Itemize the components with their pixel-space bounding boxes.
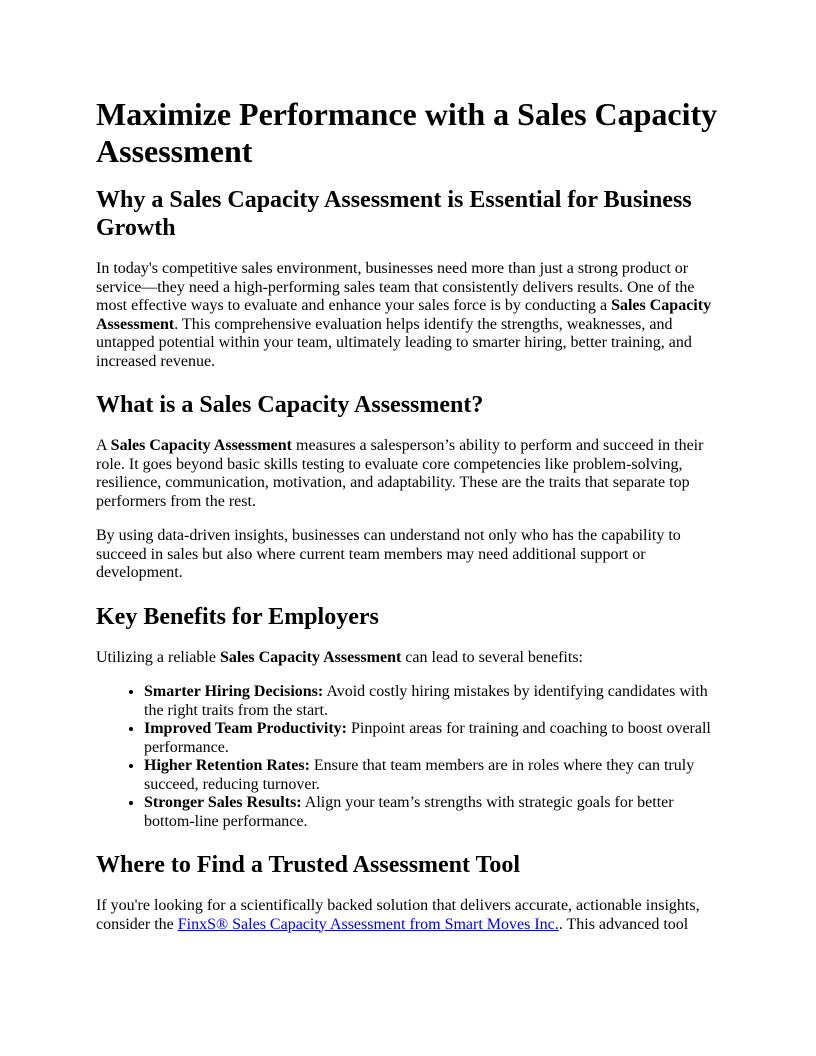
list-item [144,720,720,757]
bold-term: Sales Capacity Assessment [219,648,402,666]
document-page [96,96,720,950]
text: In today's competitive sales environment, businesses need more than just a strong product or service—they need a high-performing sales team that consistently delivers results. One of the most effective ways to evaluate and enhance your sales force is by conducting a [96,260,695,314]
text: can lead to several benefits: [401,648,583,666]
bullet-bold: Stronger Sales Results: [144,794,302,811]
paragraph-what-1 [96,437,720,511]
bullet-text: Pinpoint areas for training and coaching to boost overall performance. [144,720,711,756]
section-heading-benefits: Key Benefits for Employers [96,603,379,630]
section-heading-where: Where to Find a Trusted Assessment Tool [96,852,521,878]
finxs-assessment-link[interactable]: FinxS® Sales Capacity Assessment from Smart Moves Inc. [177,915,559,933]
list-item [144,794,720,831]
paragraph-benefits-intro [96,649,720,668]
paragraph-what-2: By using data-driven insights, businesses can understand not only who has the capability to succeed in sales but also where current team members may need additional support or development. [96,527,681,581]
section-heading-why: Why a Sales Capacity Assessment is Essential for Business Growth [96,187,692,241]
bold-term: Sales Capacity Assessment [96,297,712,333]
bullet-bold: Higher Retention Rates: [144,757,310,774]
text: . This advanced tool [558,915,689,933]
text: . This comprehensive evaluation helps identify the strengths, weaknesses, and untapped potential within your team, ultimately leading to smarter hiring, better training, and increased revenue. [96,315,692,370]
text: measures a salesperson’s ability to perform and succeed in their role. It goes beyond basic skills testing to evaluate core competencies like problem-solving, resilience, communication, motivation, and adaptability. These are the traits that separate top performers from the rest. [96,437,704,510]
section-heading-what: What is a Sales Capacity Assessment? [96,392,484,418]
bullet-bold: Improved Team Productivity: [144,720,347,737]
text: A [96,437,111,454]
text: If you're looking for a scientifically backed solution that delivers accurate, actionable insights, consider the [96,897,700,933]
bullet-text: Align your team’s strengths with strategic goals for better bottom-line performance. [144,794,674,830]
text: Utilizing a reliable [96,648,220,666]
bullet-text: Avoid costly hiring mistakes by identifying candidates with the right traits from the start. [144,683,708,719]
bullet-text: Ensure that team members are in roles where they can truly succeed, reducing turnover. [144,757,695,793]
bullet-bold: Smarter Hiring Decisions: [144,683,324,700]
document-title: Maximize Performance with a Sales Capacity Assessment [96,96,718,169]
bold-term: Sales Capacity Assessment [110,437,293,454]
list-item [144,683,720,720]
paragraph-where [96,897,720,934]
list-item [144,757,720,794]
benefits-list [96,683,720,831]
paragraph-why [96,260,720,371]
